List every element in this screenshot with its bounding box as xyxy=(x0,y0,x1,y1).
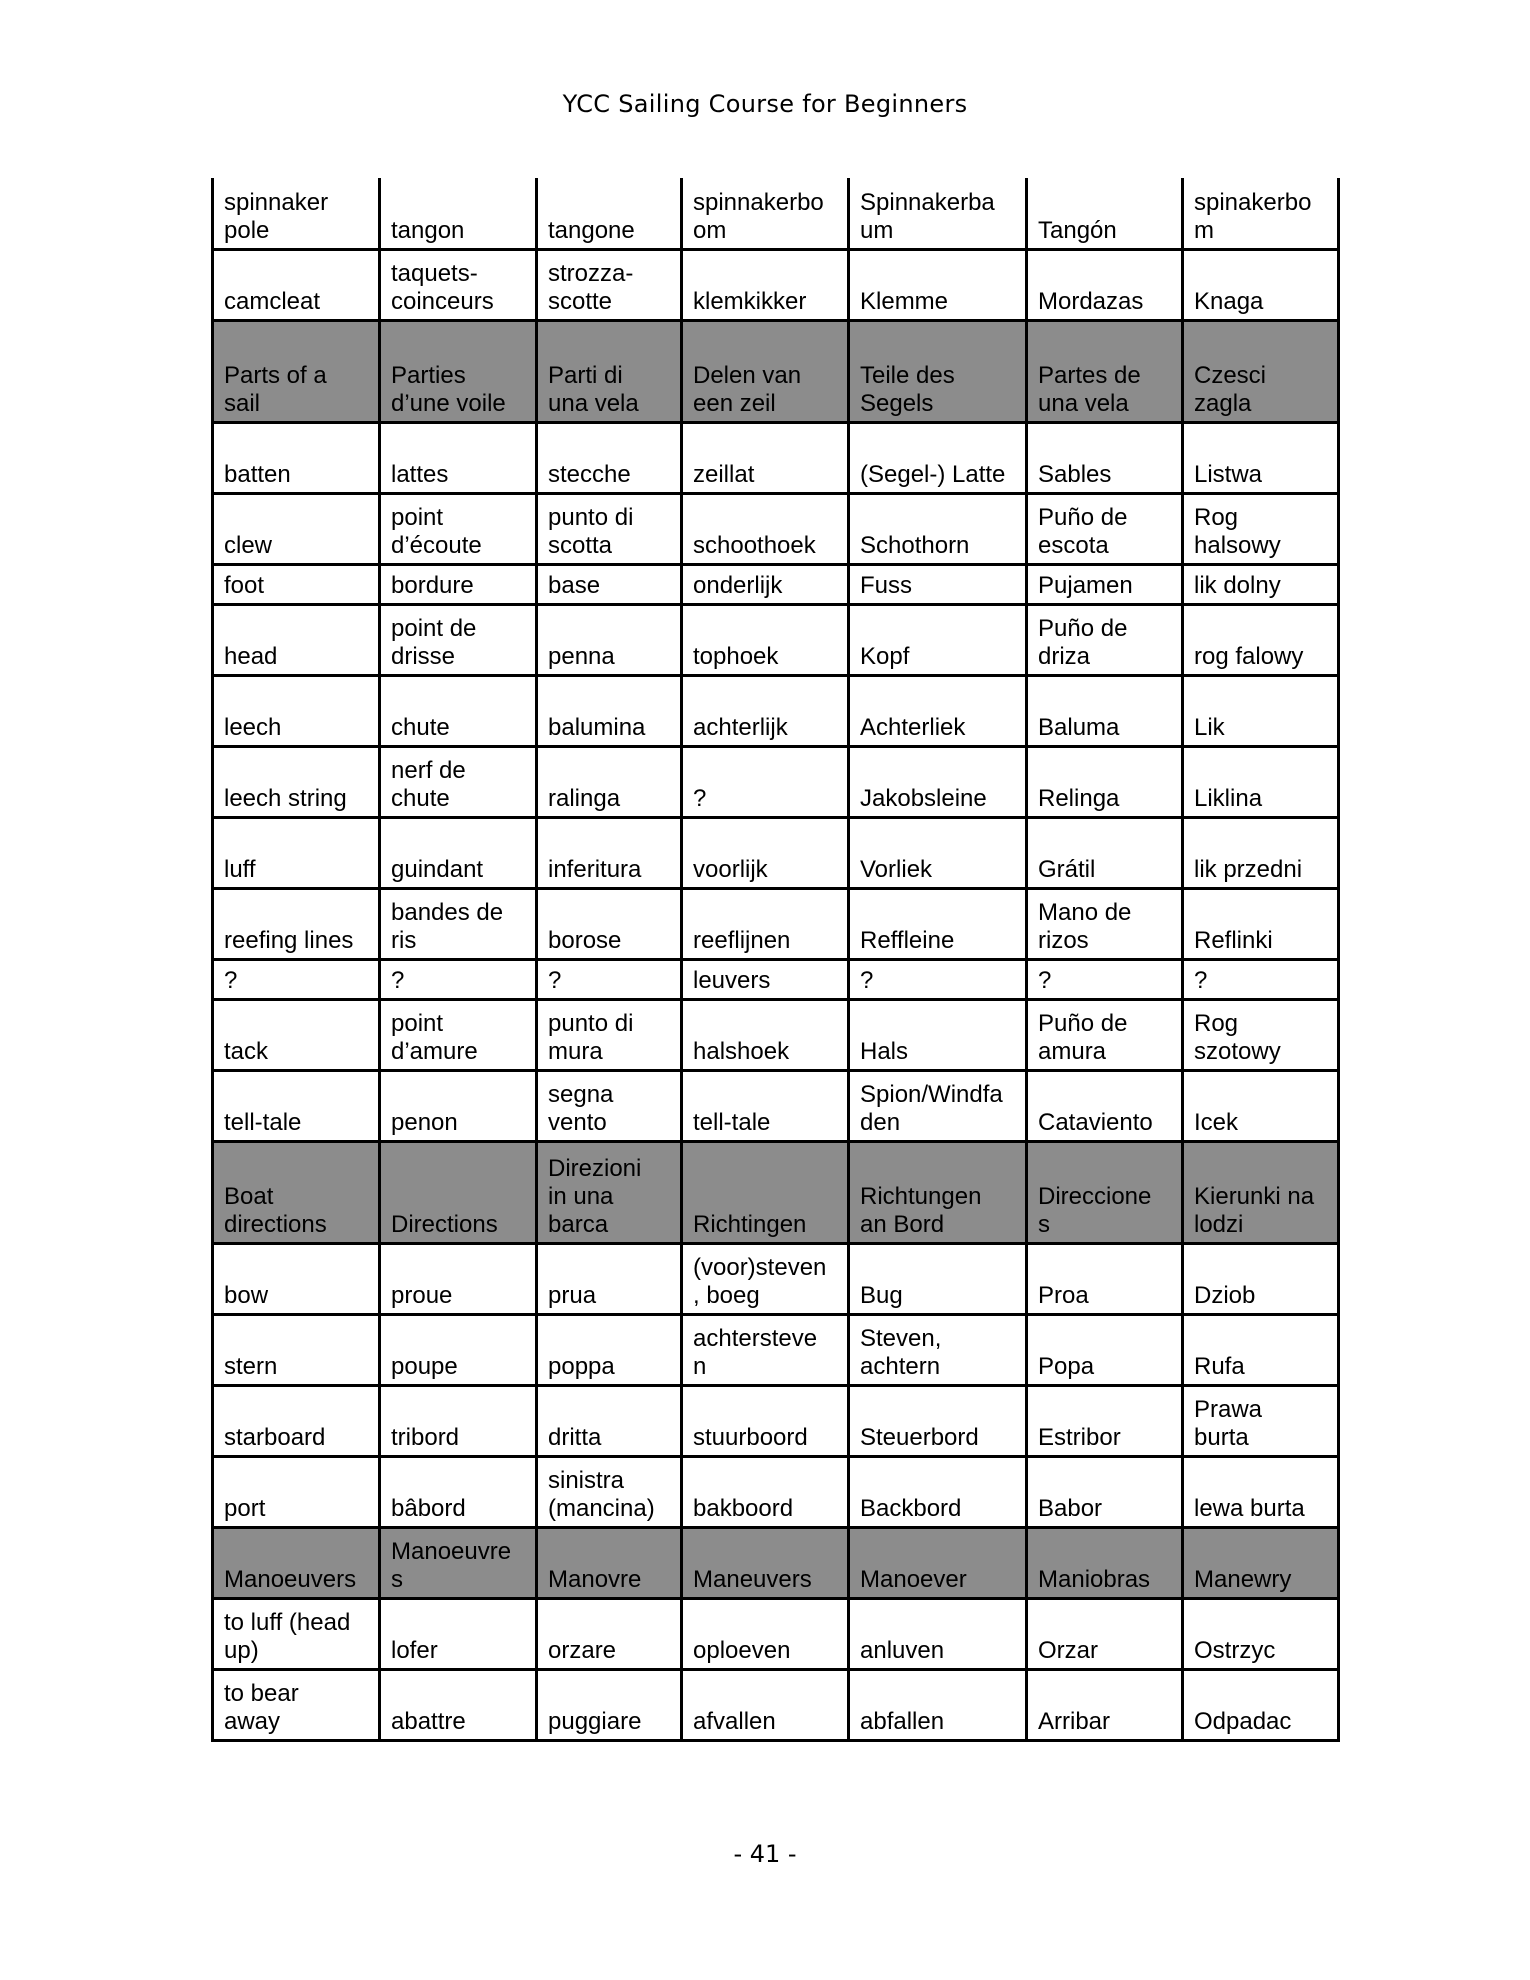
term-cell-spanish: Arribar xyxy=(1027,1669,1183,1740)
term-cell-dutch: spinnakerbo om xyxy=(682,178,849,249)
term-cell-polish: Knaga xyxy=(1183,249,1339,320)
term-cell-spanish: Puño de driza xyxy=(1027,604,1183,675)
term-cell-italian: strozza- scotte xyxy=(537,249,682,320)
term-cell-italian: prua xyxy=(537,1243,682,1314)
section-header-cell-polish: Czesci zagla xyxy=(1183,320,1339,422)
term-cell-french: bâbord xyxy=(380,1456,537,1527)
term-cell-french: poupe xyxy=(380,1314,537,1385)
term-cell-italian: ? xyxy=(537,959,682,999)
term-cell-german: Steven, achtern xyxy=(849,1314,1027,1385)
term-cell-french: proue xyxy=(380,1243,537,1314)
term-cell-dutch: achterlijk xyxy=(682,675,849,746)
section-header-cell-english: Parts of a sail xyxy=(213,320,380,422)
term-cell-english: leech string xyxy=(213,746,380,817)
section-header-cell-dutch: Delen van een zeil xyxy=(682,320,849,422)
term-cell-polish: lik dolny xyxy=(1183,564,1339,604)
term-cell-english: to luff (head up) xyxy=(213,1598,380,1669)
term-cell-spanish: Estribor xyxy=(1027,1385,1183,1456)
vocabulary-table xyxy=(211,178,1340,1742)
term-cell-english: bow xyxy=(213,1243,380,1314)
section-header-cell-italian: Parti di una vela xyxy=(537,320,682,422)
term-cell-polish: Listwa xyxy=(1183,422,1339,493)
term-cell-dutch: achtersteve n xyxy=(682,1314,849,1385)
section-header-cell-french: Directions xyxy=(380,1141,537,1243)
term-cell-spanish: Mano de rizos xyxy=(1027,888,1183,959)
term-cell-italian: stecche xyxy=(537,422,682,493)
term-cell-french: chute xyxy=(380,675,537,746)
section-header-cell-italian: Manovre xyxy=(537,1527,682,1598)
term-cell-english: to bear away xyxy=(213,1669,380,1740)
section-header-cell-french: Parties d’une voile xyxy=(380,320,537,422)
term-cell-polish: Rog halsowy xyxy=(1183,493,1339,564)
term-cell-german: Hals xyxy=(849,999,1027,1070)
term-cell-italian: inferitura xyxy=(537,817,682,888)
term-cell-dutch: voorlijk xyxy=(682,817,849,888)
table-row xyxy=(213,564,1339,604)
term-cell-dutch: ? xyxy=(682,746,849,817)
term-cell-english: reefing lines xyxy=(213,888,380,959)
term-cell-french: tangon xyxy=(380,178,537,249)
term-cell-german: Backbord xyxy=(849,1456,1027,1527)
table-row xyxy=(213,746,1339,817)
table-row xyxy=(213,1314,1339,1385)
term-cell-english: stern xyxy=(213,1314,380,1385)
term-cell-dutch: schoothoek xyxy=(682,493,849,564)
term-cell-dutch: zeillat xyxy=(682,422,849,493)
term-cell-italian: ralinga xyxy=(537,746,682,817)
term-cell-dutch: tophoek xyxy=(682,604,849,675)
term-cell-dutch: (voor)steven , boeg xyxy=(682,1243,849,1314)
section-header-cell-dutch: Maneuvers xyxy=(682,1527,849,1598)
table-row xyxy=(213,959,1339,999)
section-header-cell-polish: Manewry xyxy=(1183,1527,1339,1598)
term-cell-german: Klemme xyxy=(849,249,1027,320)
term-cell-polish: Icek xyxy=(1183,1070,1339,1141)
term-cell-italian: balumina xyxy=(537,675,682,746)
term-cell-polish: rog falowy xyxy=(1183,604,1339,675)
term-cell-english: camcleat xyxy=(213,249,380,320)
term-cell-french: point d’amure xyxy=(380,999,537,1070)
section-header-cell-english: Boat directions xyxy=(213,1141,380,1243)
page-number: - 41 - xyxy=(733,1840,797,1868)
table-row xyxy=(213,1243,1339,1314)
term-cell-english: tell-tale xyxy=(213,1070,380,1141)
term-cell-spanish: Baluma xyxy=(1027,675,1183,746)
term-cell-german: Schothorn xyxy=(849,493,1027,564)
section-header-cell-german: Teile des Segels xyxy=(849,320,1027,422)
term-cell-dutch: tell-tale xyxy=(682,1070,849,1141)
term-cell-italian: borose xyxy=(537,888,682,959)
term-cell-french: guindant xyxy=(380,817,537,888)
section-header-cell-german: Manoever xyxy=(849,1527,1027,1598)
term-cell-german: Fuss xyxy=(849,564,1027,604)
section-header-cell-spanish: Direccione s xyxy=(1027,1141,1183,1243)
term-cell-german: Spion/Windfa den xyxy=(849,1070,1027,1141)
term-cell-polish: Rog szotowy xyxy=(1183,999,1339,1070)
term-cell-spanish: Puño de amura xyxy=(1027,999,1183,1070)
term-cell-french: tribord xyxy=(380,1385,537,1456)
term-cell-german: Vorliek xyxy=(849,817,1027,888)
table-row xyxy=(213,1385,1339,1456)
term-cell-german: Steuerbord xyxy=(849,1385,1027,1456)
term-cell-french: point d’écoute xyxy=(380,493,537,564)
section-header-cell-spanish: Partes de una vela xyxy=(1027,320,1183,422)
table-row xyxy=(213,249,1339,320)
term-cell-dutch: oploeven xyxy=(682,1598,849,1669)
table-row xyxy=(213,1598,1339,1669)
term-cell-polish: Prawa burta xyxy=(1183,1385,1339,1456)
term-cell-italian: orzare xyxy=(537,1598,682,1669)
term-cell-italian: segna vento xyxy=(537,1070,682,1141)
term-cell-german: anluven xyxy=(849,1598,1027,1669)
term-cell-dutch: bakboord xyxy=(682,1456,849,1527)
table-row xyxy=(213,999,1339,1070)
section-header-cell-polish: Kierunki na lodzi xyxy=(1183,1141,1339,1243)
term-cell-french: point de drisse xyxy=(380,604,537,675)
section-header-cell-italian: Direzioni in una barca xyxy=(537,1141,682,1243)
table-row xyxy=(213,817,1339,888)
term-cell-spanish: Relinga xyxy=(1027,746,1183,817)
term-cell-english: ? xyxy=(213,959,380,999)
term-cell-english: port xyxy=(213,1456,380,1527)
table-row xyxy=(213,1070,1339,1141)
term-cell-italian: poppa xyxy=(537,1314,682,1385)
term-cell-french: penon xyxy=(380,1070,537,1141)
table-row xyxy=(213,888,1339,959)
term-cell-english: foot xyxy=(213,564,380,604)
term-cell-dutch: klemkikker xyxy=(682,249,849,320)
term-cell-dutch: leuvers xyxy=(682,959,849,999)
term-cell-german: abfallen xyxy=(849,1669,1027,1740)
term-cell-spanish: Sables xyxy=(1027,422,1183,493)
term-cell-italian: sinistra (mancina) xyxy=(537,1456,682,1527)
term-cell-english: spinnaker pole xyxy=(213,178,380,249)
term-cell-polish: ? xyxy=(1183,959,1339,999)
term-cell-french: ? xyxy=(380,959,537,999)
term-cell-spanish: ? xyxy=(1027,959,1183,999)
term-cell-spanish: Puño de escota xyxy=(1027,493,1183,564)
term-cell-spanish: Mordazas xyxy=(1027,249,1183,320)
term-cell-german: (Segel-) Latte xyxy=(849,422,1027,493)
term-cell-english: starboard xyxy=(213,1385,380,1456)
term-cell-spanish: Grátil xyxy=(1027,817,1183,888)
term-cell-german: Reffleine xyxy=(849,888,1027,959)
term-cell-english: batten xyxy=(213,422,380,493)
section-header-row xyxy=(213,1141,1339,1243)
section-header-cell-dutch: Richtingen xyxy=(682,1141,849,1243)
table-row xyxy=(213,178,1339,249)
term-cell-polish: Dziob xyxy=(1183,1243,1339,1314)
term-cell-german: Spinnakerba um xyxy=(849,178,1027,249)
term-cell-italian: tangone xyxy=(537,178,682,249)
term-cell-english: tack xyxy=(213,999,380,1070)
section-header-row xyxy=(213,1527,1339,1598)
term-cell-french: nerf de chute xyxy=(380,746,537,817)
term-cell-german: ? xyxy=(849,959,1027,999)
term-cell-polish: Lik xyxy=(1183,675,1339,746)
section-header-row xyxy=(213,320,1339,422)
page-header: YCC Sailing Course for Beginners xyxy=(562,90,968,118)
term-cell-spanish: Popa xyxy=(1027,1314,1183,1385)
section-header-cell-spanish: Maniobras xyxy=(1027,1527,1183,1598)
term-cell-french: bordure xyxy=(380,564,537,604)
table-row xyxy=(213,1669,1339,1740)
table-row xyxy=(213,1456,1339,1527)
term-cell-dutch: stuurboord xyxy=(682,1385,849,1456)
term-cell-polish: lewa burta xyxy=(1183,1456,1339,1527)
term-cell-polish: Ostrzyc xyxy=(1183,1598,1339,1669)
term-cell-french: lattes xyxy=(380,422,537,493)
term-cell-english: head xyxy=(213,604,380,675)
term-cell-spanish: Orzar xyxy=(1027,1598,1183,1669)
term-cell-spanish: Babor xyxy=(1027,1456,1183,1527)
term-cell-spanish: Proa xyxy=(1027,1243,1183,1314)
term-cell-polish: Reflinki xyxy=(1183,888,1339,959)
term-cell-english: luff xyxy=(213,817,380,888)
section-header-cell-french: Manoeuvre s xyxy=(380,1527,537,1598)
term-cell-german: Jakobsleine xyxy=(849,746,1027,817)
term-cell-polish: Rufa xyxy=(1183,1314,1339,1385)
term-cell-polish: Odpadac xyxy=(1183,1669,1339,1740)
term-cell-spanish: Pujamen xyxy=(1027,564,1183,604)
term-cell-german: Kopf xyxy=(849,604,1027,675)
term-cell-italian: punto di scotta xyxy=(537,493,682,564)
term-cell-dutch: afvallen xyxy=(682,1669,849,1740)
term-cell-french: taquets- coinceurs xyxy=(380,249,537,320)
term-cell-polish: spinakerbo m xyxy=(1183,178,1339,249)
table-row xyxy=(213,604,1339,675)
term-cell-polish: Liklina xyxy=(1183,746,1339,817)
term-cell-dutch: halshoek xyxy=(682,999,849,1070)
term-cell-french: lofer xyxy=(380,1598,537,1669)
term-cell-italian: puggiare xyxy=(537,1669,682,1740)
table-row xyxy=(213,675,1339,746)
section-header-cell-english: Manoeuvers xyxy=(213,1527,380,1598)
term-cell-italian: dritta xyxy=(537,1385,682,1456)
term-cell-english: clew xyxy=(213,493,380,564)
table-row xyxy=(213,422,1339,493)
term-cell-polish: lik przedni xyxy=(1183,817,1339,888)
term-cell-spanish: Cataviento xyxy=(1027,1070,1183,1141)
table-row xyxy=(213,493,1339,564)
term-cell-german: Achterliek xyxy=(849,675,1027,746)
term-cell-dutch: onderlijk xyxy=(682,564,849,604)
term-cell-german: Bug xyxy=(849,1243,1027,1314)
term-cell-french: bandes de ris xyxy=(380,888,537,959)
term-cell-italian: penna xyxy=(537,604,682,675)
term-cell-dutch: reeflijnen xyxy=(682,888,849,959)
section-header-cell-german: Richtungen an Bord xyxy=(849,1141,1027,1243)
term-cell-french: abattre xyxy=(380,1669,537,1740)
term-cell-english: leech xyxy=(213,675,380,746)
term-cell-italian: base xyxy=(537,564,682,604)
term-cell-italian: punto di mura xyxy=(537,999,682,1070)
term-cell-spanish: Tangón xyxy=(1027,178,1183,249)
